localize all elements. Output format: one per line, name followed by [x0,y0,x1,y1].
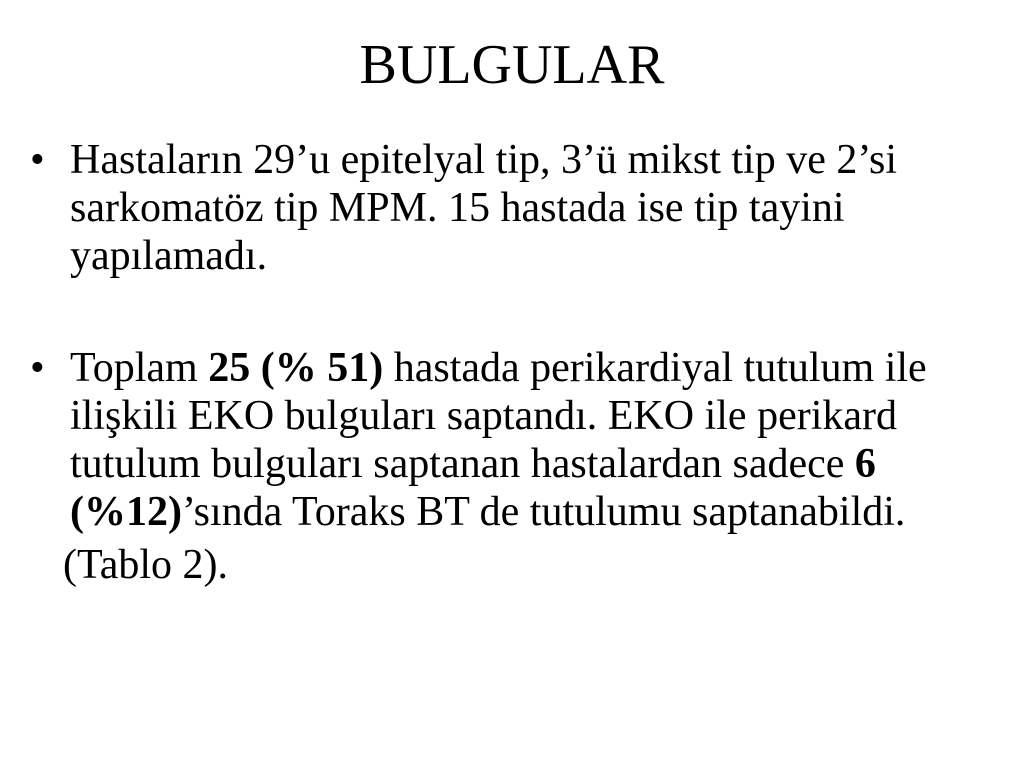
text-segment: tutulum bulguları saptanan hastalardan sadece [70,441,855,487]
bullet-text [70,136,897,280]
table-reference: (Tablo 2). [63,542,229,588]
bullet-line: ilişkili EKO bulguları saptandı. EKO ile perikard [70,393,897,439]
bold-text-segment: 25 (% 51) [208,345,384,391]
bold-text-segment: 6 [854,441,876,487]
bullet-icon: • [30,345,45,391]
text-segment: Toplam [70,345,209,391]
bullet-line: sarkomatöz tip MPM. 15 hastada ise tip tayini [70,185,845,231]
text-segment: hastada perikardiyal tutulum ile [383,345,927,391]
bullet-text [70,344,927,536]
bullet-icon: • [30,137,45,183]
bullet-line [70,488,927,536]
bold-text-segment: (%12) [70,489,182,535]
bullet-line: yapılamadı. [70,233,268,279]
bullet-line [70,344,927,392]
bullet-line [70,440,927,488]
bullet-line: Hastaların 29’u epitelyal tip, 3’ü mikst tip ve 2’si [70,137,898,183]
slide-title: BULGULAR [359,34,665,96]
text-segment: ’sında Toraks BT de tutulumu saptanabildi. [181,489,906,535]
